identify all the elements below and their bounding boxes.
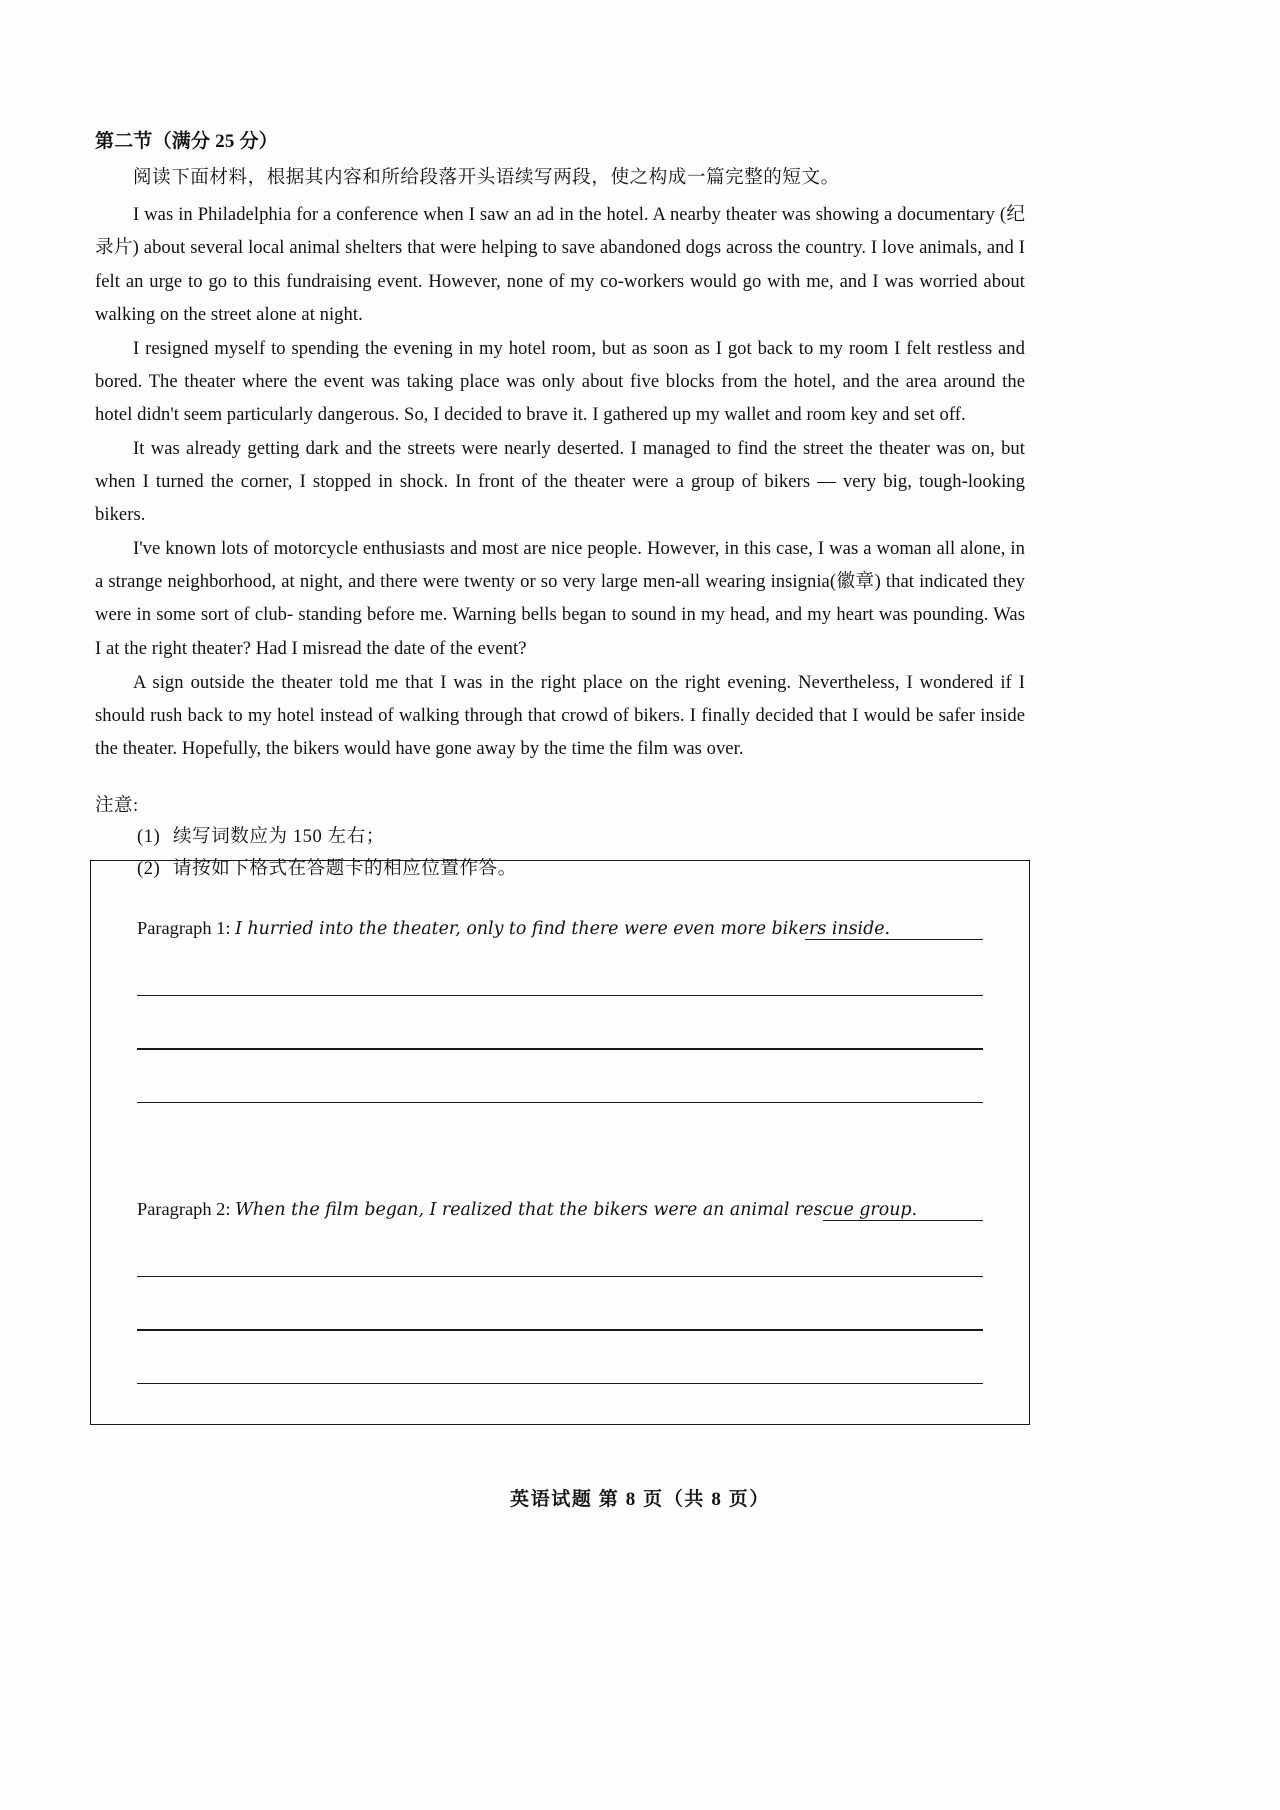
notice-item-number: (2) [137,859,161,880]
passage-paragraph: I resigned myself to spending the evening in my hotel room, but as soon as I got back to my room I felt restless and bored. The theater where the event was taking place was only about five blocks from the hotel, and the area around the hotel didn't seem particularly dangerous. So, I decided to brave it. I gathered up my wallet and room key and set off. [95,337,1025,425]
notice-item-text: 请按如下格式在答题卡的相应位置作答。 [173,859,517,880]
passage-paragraph: I've known lots of motorcycle enthusiasts and most are nice people. However, in this case, I was a woman all alone, in a strange neighborhood, at night, and there were twenty or so very large men-all wearing insignia(徽章) that indicated they were in some sort of club- standing before me. Warning bells began to sound in my head, and my heart was pounding. Was I at the right theater? Had I misread the date of the event? [95,538,1025,659]
paragraph-1-lead-line [137,913,983,943]
section-instruction: 阅读下面材料，根据其内容和所给段落开头语续写两段，使之构成一篇完整的短文。 [133,167,840,188]
writing-line-gap [91,1224,1029,1276]
section-heading-score: （满分 25 分） [152,131,278,152]
page-content [95,128,1025,886]
paragraph-2-writing-line[interactable] [823,1220,983,1221]
writing-line-gap [91,1331,1029,1383]
paragraph-1-block [91,913,1029,1103]
answer-box [90,860,1030,1425]
notice-item-number: (1) [137,827,161,848]
notice-item-text: 续写词数应为 150 左右； [173,827,385,848]
paragraph-2-lead-text: When the film began, I realized that the bikers were an animal rescue group. [235,1200,918,1220]
section-heading [95,128,1025,157]
passage-paragraph: It was already getting dark and the streets were nearly deserted. I managed to find the street the theater was on, but when I turned the corner, I stopped in shock. In front of the theater were a group of bikers — very big, tough-looking bikers. [95,437,1025,526]
paragraph-2-label: Paragraph 2: [137,1199,231,1219]
paragraph-2-writing-line[interactable] [137,1383,983,1384]
paragraph-1-label: Paragraph 1: [137,918,231,938]
paragraph-1-writing-line[interactable] [805,939,983,940]
passage-paragraph: A sign outside the theater told me that I was in the right place on the right evening. Nevertheless, I wondered if I should rush back to my hotel instead of walking through that crowd of bikers. I finally decided that I would be safer inside the theater. Hopefully, the bikers would have gone away by the time the film was over. [95,671,1025,759]
paragraph-1-lead-text: I hurried into the theater, only to find there were even more bikers inside. [235,919,891,939]
notice-title: 注意: [95,795,139,816]
passage-paragraph: I was in Philadelphia for a conference when I saw an ad in the hotel. A nearby theater was showing a documentary (纪录片) about several local animal shelters that were helping to save abandoned dogs across the country. I love animals, and I felt an urge to go to this fundraising event. However, none of my co-workers would go with me, and I was worried about walking on the street alone at night. [95,204,1025,325]
paragraph-1-writing-line[interactable] [137,1102,983,1103]
page-footer: 英语试题 第 8 页（共 8 页） [510,1489,770,1510]
paragraph-2-lead-line [137,1194,983,1224]
paragraph-2-block [91,1194,1029,1384]
writing-line-gap [91,1277,1029,1329]
writing-line-gap [91,943,1029,995]
section-heading-label: 第二节 [95,131,153,152]
notice-item [95,822,1025,854]
writing-line-gap [91,1050,1029,1102]
reading-passage [95,198,1025,765]
writing-line-gap [91,996,1029,1048]
